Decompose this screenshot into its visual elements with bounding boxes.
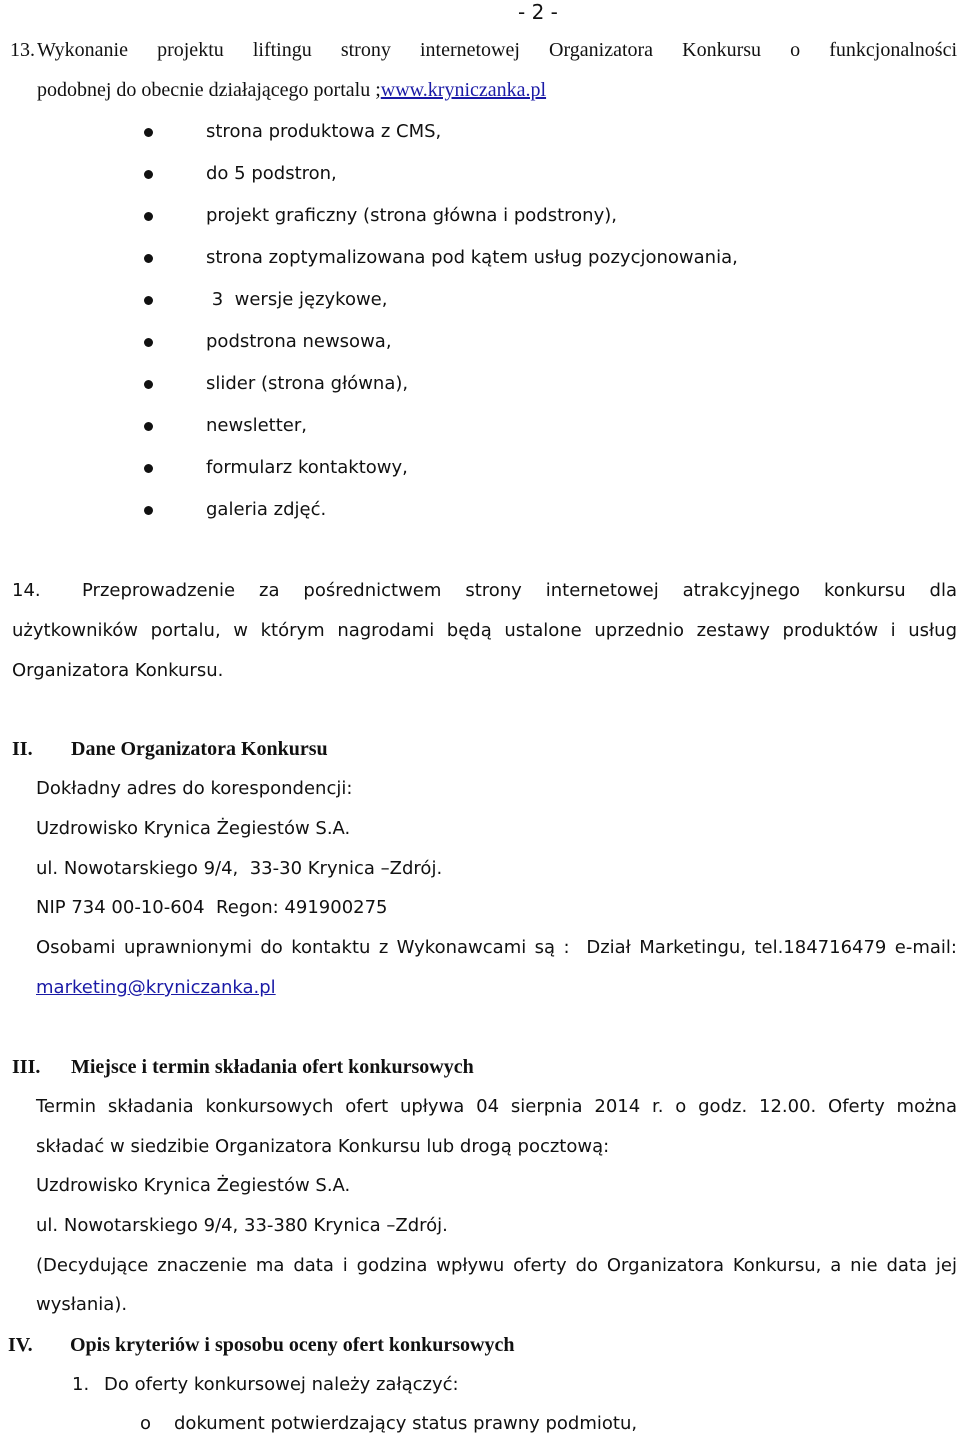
circle-bullet-icon: o	[140, 1413, 152, 1434]
section3-line6: wysłania).	[36, 1294, 128, 1315]
section2-line4: NIP 734 00-10-604 Regon: 491900275	[36, 897, 388, 918]
section3-line5: (Decydujące znaczenie ma data i godzina wpływu oferty do Organizatora Konkursu, a nie data jej	[36, 1255, 957, 1276]
item14-number: 14.	[12, 580, 41, 601]
list-item: galeria zdjęć.	[206, 499, 327, 520]
section2-line1: Dokładny adres do korespondencji:	[36, 778, 353, 799]
section2-contact-line: Osobami uprawnionymi do kontaktu z Wykonawcami są : Dział Marketingu, tel.184716479 e-mail:	[36, 937, 957, 958]
bullet-dot-icon	[144, 296, 153, 305]
list-item: projekt graficzny (strona główna i podstrony),	[206, 205, 617, 226]
email-link[interactable]: marketing@kryniczanka.pl	[36, 977, 276, 998]
page-number: - 2 -	[518, 0, 558, 24]
item14-line2: użytkowników portalu, w którym nagrodami będą ustalone uprzednio zestawy produktów i usług	[12, 620, 957, 641]
list-item: strona zoptymalizowana pod kątem usług pozycjonowania,	[206, 247, 738, 268]
item14-line3: Organizatora Konkursu.	[12, 660, 224, 681]
list-item: 3 wersje językowe,	[206, 289, 388, 310]
section3-heading: Miejsce i termin składania ofert konkursowych	[71, 1056, 474, 1078]
section3-line2: składać w siedzibie Organizatora Konkursu lub drogą pocztową:	[36, 1136, 610, 1157]
list-item: strona produktowa z CMS,	[206, 121, 442, 142]
bullet-dot-icon	[144, 170, 153, 179]
section2-line3: ul. Nowotarskiego 9/4, 33-30 Krynica –Zdrój.	[36, 858, 443, 879]
item13-number: 13.	[10, 39, 35, 61]
section2-numeral: II.	[12, 738, 33, 760]
list-item: formularz kontaktowy,	[206, 457, 408, 478]
bullet-dot-icon	[144, 380, 153, 389]
section4-item1-text: Do oferty konkursowej należy załączyć:	[104, 1374, 459, 1395]
list-item: podstrona newsowa,	[206, 331, 392, 352]
section4-numeral: IV.	[8, 1334, 33, 1356]
bullet-dot-icon	[144, 422, 153, 431]
section2-heading: Dane Organizatora Konkursu	[71, 738, 328, 760]
kryniczanka-link[interactable]: www.kryniczanka.pl	[380, 79, 547, 101]
section3-line3: Uzdrowisko Krynica Żegiestów S.A.	[36, 1175, 351, 1196]
section4-item1-number: 1.	[72, 1374, 90, 1395]
bullet-dot-icon	[144, 212, 153, 221]
bullet-dot-icon	[144, 338, 153, 347]
item13-line2	[37, 70, 546, 110]
section3-line1: Termin składania konkursowych ofert upływa 04 sierpnia 2014 r. o godz. 12.00. Oferty można	[36, 1096, 957, 1117]
bullet-dot-icon	[144, 464, 153, 473]
section4-heading: Opis kryteriów i sposobu oceny ofert konkursowych	[70, 1334, 515, 1356]
bullet-dot-icon	[144, 254, 153, 263]
item13-line2-text: podobnej do obecnie działającego portalu ;	[37, 79, 381, 101]
section4-sub-item1: dokument potwierdzający status prawny podmiotu,	[174, 1413, 638, 1434]
section3-numeral: III.	[12, 1056, 41, 1078]
section3-line4: ul. Nowotarskiego 9/4, 33-380 Krynica –Zdrój.	[36, 1215, 448, 1236]
bullet-dot-icon	[144, 128, 153, 137]
section2-line2: Uzdrowisko Krynica Żegiestów S.A.	[36, 818, 351, 839]
list-item: newsletter,	[206, 415, 307, 436]
bullet-dot-icon	[144, 506, 153, 515]
item13-line1: Wykonanie projektu liftingu strony internetowej Organizatora Konkursu o funkcjonalności	[37, 39, 957, 61]
list-item: do 5 podstron,	[206, 163, 337, 184]
item14-line1: Przeprowadzenie za pośrednictwem strony internetowej atrakcyjnego konkursu dla	[82, 580, 957, 601]
list-item: slider (strona główna),	[206, 373, 409, 394]
